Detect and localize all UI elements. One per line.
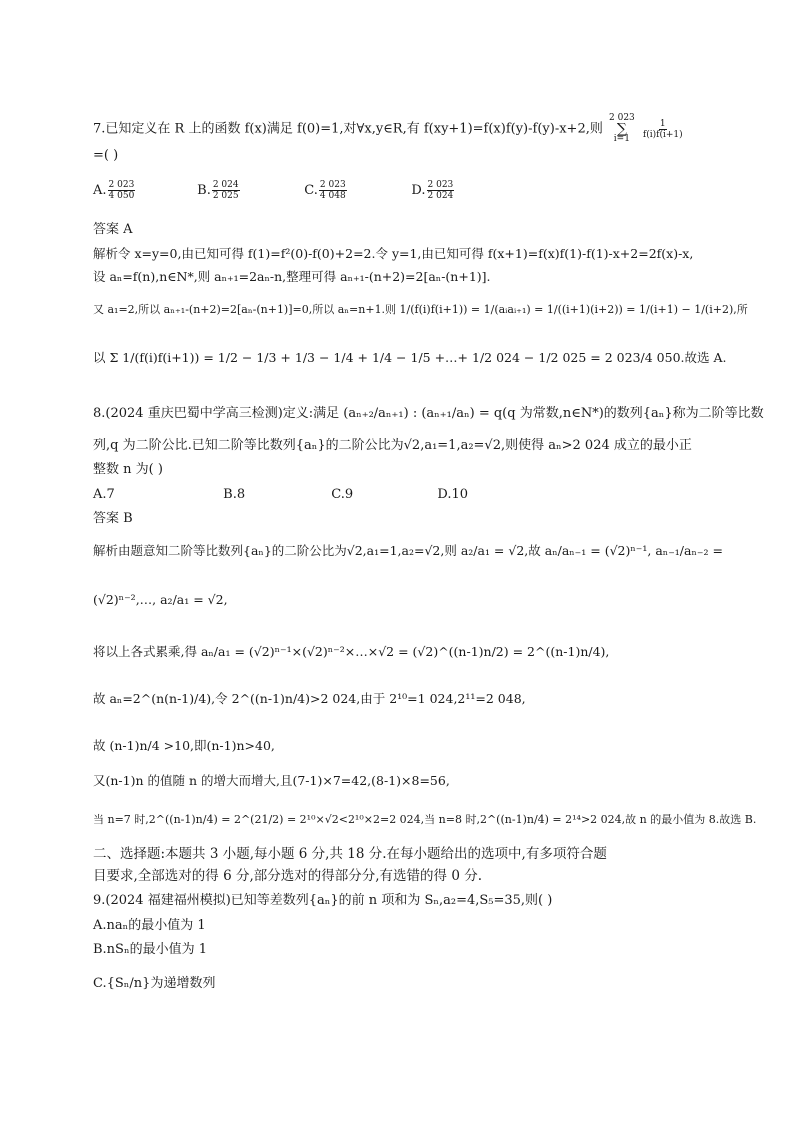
option-fraction <box>108 180 136 201</box>
q8-options <box>93 487 468 504</box>
q8-solution-line-4: 故 aₙ=2^(n(n-1)/4),令 2^((n-1)n/4)>2 024,由于 2¹⁰=1 024,2¹¹=2 048, <box>93 691 526 706</box>
q7-stem <box>93 114 685 144</box>
q7-option-d <box>411 180 455 201</box>
option-label: A. <box>93 183 107 198</box>
q7-options <box>93 180 455 201</box>
q8-stem-line-3: 整数 n 为( ) <box>93 462 163 477</box>
q7-solution-line-1: 解析令 x=y=0,由已知可得 f(1)=f²(0)-f(0)+2=2.令 y=1,由已知可得 f(x+1)=f(x)f(1)-f(1)-x+2=2f(x)-x, <box>93 246 694 261</box>
section-2-heading-line-1: 二、选择题:本题共 3 小题,每小题 6 分,共 18 分.在每小题给出的选项中,有多项符合题 <box>93 846 607 862</box>
q7-stem-end: =( ) <box>93 148 119 163</box>
sum-upper: 2 023 <box>609 113 635 123</box>
option-fraction <box>212 180 240 201</box>
q7-option-b <box>197 180 300 201</box>
q9-option-a: A.naₙ的最小值为 1 <box>93 918 206 933</box>
option-fraction <box>319 180 347 201</box>
q7-solution-line-4: 以 Σ 1/(f(i)f(i+1)) = 1/2 − 1/3 + 1/3 − 1/4 + 1/4 − 1/5 +…+ 1/2 024 − 1/2 025 = 2 023/4 050.故选 A. <box>93 350 727 365</box>
q9-stem: 9.(2024 福建福州模拟)已知等差数列{aₙ}的前 n 项和为 Sₙ,a₂=4,S₅=35,则( ) <box>93 893 553 908</box>
option-fraction <box>427 180 455 201</box>
q7-solution-line-3: 又 a₁=2,所以 aₙ₊₁-(n+2)=2[aₙ-(n+1)]=0,所以 aₙ=n+1.则 1/(f(i)f(i+1)) = 1/(aᵢaᵢ₊₁) = 1/((i+1)(i+2)) = 1/(i+1) − 1/(i+2),所 <box>93 303 748 316</box>
q8-stem-line-2: 列,q 为二阶公比.已知二阶等比数列{aₙ}的二阶公比为√2,a₁=1,a₂=√2,则使得 aₙ>2 024 成立的最小正 <box>93 438 692 453</box>
q8-solution-line-7: 当 n=7 时,2^((n-1)n/4) = 2^(21/2) = 2¹⁰×√2<2¹⁰×2=2 024,当 n=8 时,2^((n-1)n/4) = 2¹⁴>2 024,故 n 的最小值为 8.故选 B. <box>93 813 757 826</box>
q8-solution-line-3: 将以上各式累乘,得 aₙ/a₁ = (√2)ⁿ⁻¹×(√2)ⁿ⁻²×…×√2 = (√2)^((n-1)n/2) = 2^((n-1)n/4), <box>93 644 610 659</box>
option-label: C. <box>304 183 318 198</box>
q7-option-c <box>304 180 407 201</box>
frac-numerator: 2 023 <box>427 180 454 190</box>
q8-solution-line-5: 故 (n-1)n/4 >10,即(n-1)n>40, <box>93 738 275 753</box>
q8-answer: 答案 B <box>93 511 133 526</box>
frac-denominator: 4 048 <box>319 191 346 201</box>
q9-option-c: C.{Sₙ/n}为递增数列 <box>93 976 216 991</box>
q7-summation <box>609 114 635 144</box>
frac-denominator: 4 050 <box>108 191 135 201</box>
q8-option-d: D.10 <box>437 487 469 502</box>
q7-stem-text: 7.已知定义在 R 上的函数 f(x)满足 f(0)=1,对∀x,y∈R,有 f(xy+1)=f(x)f(y)-f(y)-x+2,则 <box>93 121 603 137</box>
frac-denominator: 2 025 <box>212 191 239 201</box>
q8-solution-line-1: 解析由题意知二阶等比数列{aₙ}的二阶公比为√2,a₁=1,a₂=√2,则 a₂/a₁ = √2,故 aₙ/aₙ₋₁ = (√2)ⁿ⁻¹, aₙ₋₁/aₙ₋₂ = <box>93 543 723 558</box>
q7-solution-line-2: 设 aₙ=f(n),n∈N*,则 aₙ₊₁=2aₙ-n,整理可得 aₙ₊₁-(n+2)=2[aₙ-(n+1)]. <box>93 269 491 284</box>
sum-lower: i=1 <box>613 134 630 144</box>
frac-numerator: 1 <box>659 118 666 129</box>
sigma-icon: ∑ <box>616 121 627 137</box>
frac-denominator: f(i)f(i+1) <box>642 129 683 140</box>
option-label: B. <box>197 183 211 198</box>
frac-denominator: 2 024 <box>427 191 454 201</box>
q8-solution-line-6: 又(n-1)n 的值随 n 的增大而增大,且(7-1)×7=42,(8-1)×8=56, <box>93 773 450 788</box>
q8-stem-line-1: 8.(2024 重庆巴蜀中学高三检测)定义:满足 (aₙ₊₂/aₙ₊₁) : (aₙ₊₁/aₙ) = q(q 为常数,n∈N*)的数列{aₙ}称为二阶等比数 <box>93 406 764 421</box>
q8-option-b: B.8 <box>223 487 246 502</box>
q8-option-c: C.9 <box>331 487 354 502</box>
option-label: D. <box>411 183 426 198</box>
frac-numerator: 2 024 <box>212 180 239 190</box>
q8-option-a: A.7 <box>93 487 115 502</box>
q7-option-a <box>93 180 193 201</box>
frac-numerator: 2 023 <box>108 180 135 190</box>
q7-answer: 答案 A <box>93 222 133 237</box>
q9-option-b: B.nSₙ的最小值为 1 <box>93 942 207 957</box>
q8-solution-line-2: (√2)ⁿ⁻²,…, a₂/a₁ = √2, <box>93 592 228 607</box>
frac-numerator: 2 023 <box>319 180 346 190</box>
section-2-heading-line-2: 目要求,全部选对的得 6 分,部分选对的得部分分,有选错的得 0 分. <box>93 868 483 884</box>
q7-fraction <box>642 119 684 140</box>
